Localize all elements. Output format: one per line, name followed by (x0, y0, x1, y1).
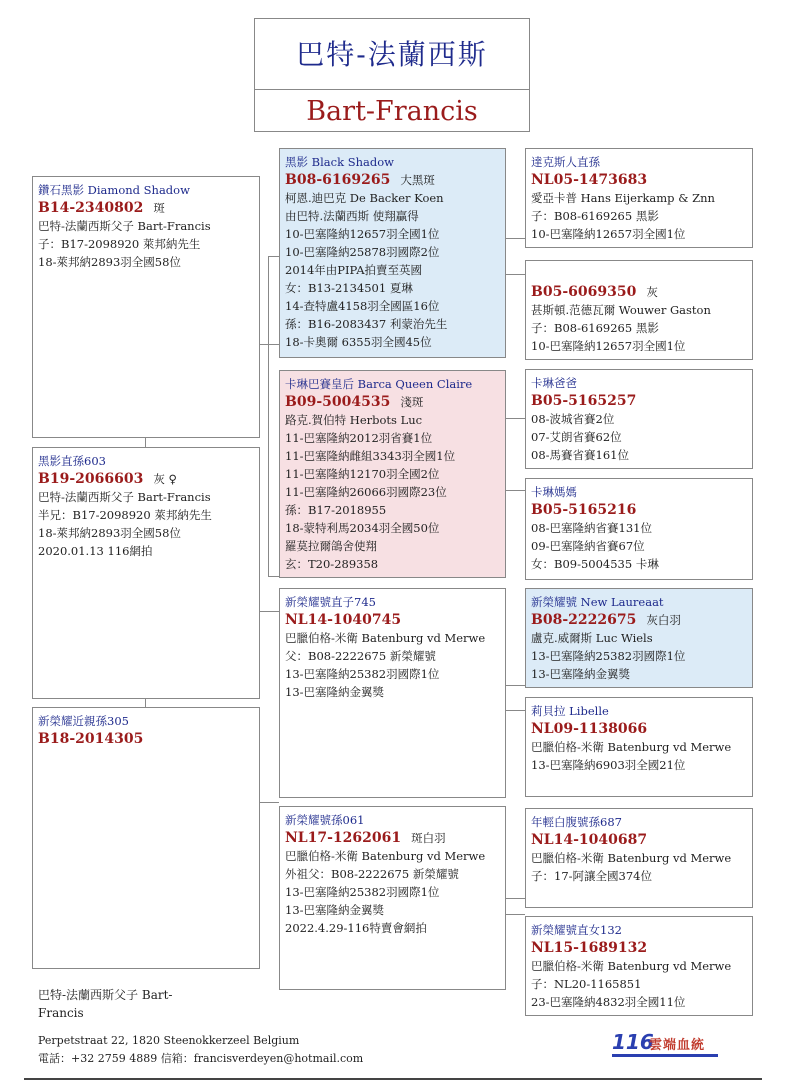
pedigree-card-dam-sire (525, 369, 753, 469)
info-line: 13-巴塞隆納金翼獎 (285, 685, 385, 699)
ring-number: B05-5165257 (531, 393, 637, 409)
ring-number: B05-6069350 灰 (531, 284, 658, 300)
info-line: 10-巴塞隆納12657羽全國1位 (531, 339, 686, 353)
info-line: 巴特-法蘭西斯父子 Bart-Francis (38, 490, 211, 504)
info-line: 08-波城省賽2位 (531, 412, 615, 426)
info-line: 女：B13-2134501 夏琳 (285, 281, 413, 295)
title-chinese: 巴特-法蘭西斯 (296, 38, 488, 71)
info-line: 玄：T20-289358 (285, 557, 379, 571)
ring-number: B05-5165216 (531, 502, 637, 518)
connector (505, 490, 525, 491)
pigeon-name: 新榮耀號 New Laureaat (531, 595, 664, 609)
ring-number: NL14-1040745 (285, 612, 402, 628)
logo-text: 雲端血統 (649, 1038, 706, 1053)
info-line: 10-巴塞隆納12657羽全國1位 (285, 227, 440, 241)
pedigree-card-dam-dam (525, 478, 753, 580)
pedigree-card-sibling-sire-dam (525, 697, 753, 797)
pedigree-card-subject (32, 176, 260, 438)
owner-line: Francis (38, 1006, 84, 1020)
owner-name (38, 986, 238, 1022)
pigeon-color: 灰 ♀ (153, 472, 177, 486)
info-line: 巴臘伯格-米衛 Batenburg vd Merwe (531, 740, 732, 754)
ring-number: B08-2222675 灰白羽 (531, 612, 681, 628)
info-line: 09-巴塞隆納省賽67位 (531, 539, 645, 553)
info-line: 13-巴塞隆納25382羽國際1位 (285, 667, 440, 681)
ring-number: B09-5004535 淺斑 (285, 394, 424, 410)
info-line: 11-巴塞隆納12170羽全國2位 (285, 467, 440, 481)
info-line: 子：NL20-1165851 (531, 977, 642, 991)
ring-number: NL09-1138066 (531, 721, 648, 737)
info-line: 子：B08-6169265 黑影 (531, 209, 659, 223)
pedigree-card-sibling (32, 447, 260, 699)
pigeon-name: 卡琳媽媽 (531, 485, 577, 499)
ring-number: NL14-1040687 (531, 832, 648, 848)
info-line: 23-巴塞隆納4832羽全國11位 (531, 995, 686, 1009)
title-english: Bart-Francis (306, 96, 478, 127)
info-line: 由巴特.法蘭西斯 使翔贏得 (285, 209, 419, 223)
owner-line: 巴特-法蘭西斯父子 Bart- (38, 988, 173, 1002)
info-line: 羅莫拉爾鴿舍使翔 (285, 539, 377, 553)
contact-info (38, 1032, 363, 1068)
logo-underline (612, 1054, 718, 1057)
info-line: 外祖父：B08-2222675 新榮耀號 (285, 867, 459, 881)
ring-number: B19-2066603 灰 ♀ (38, 471, 177, 487)
phone-email: 電話：+32 2759 4889 信箱：francisverdeyen@hotmail.com (38, 1052, 364, 1065)
info-line: 巴臘伯格-米衛 Batenburg vd Merwe (285, 631, 486, 645)
pigeon-name: 卡琳爸爸 (531, 376, 577, 390)
info-line: 07-艾朗省賽62位 (531, 430, 622, 444)
info-line: 愛亞卡普 Hans Eijerkamp & Znn (531, 191, 715, 205)
info-line: 10-巴塞隆納12657羽全國1位 (531, 227, 686, 241)
info-line: 巴臘伯格-米衛 Batenburg vd Merwe (531, 851, 732, 865)
connector (259, 344, 279, 345)
pedigree-card-grandchild (32, 707, 260, 969)
info-line: 08-巴塞隆納省賽131位 (531, 521, 652, 535)
title-divider (255, 89, 529, 90)
connector (145, 437, 146, 447)
info-line: 13-巴塞隆納25382羽國際1位 (285, 885, 440, 899)
info-line: 孫：B16-2083437 利蒙治先生 (285, 317, 448, 331)
info-line: 13-巴塞隆納金翼獎 (285, 903, 385, 917)
info-line: 甚斯頓.范德瓦爾 Wouwer Gaston (531, 303, 711, 317)
info-line: 13-巴塞隆納6903羽全國21位 (531, 758, 686, 772)
pigeon-name: 新榮耀號直子745 (285, 595, 376, 609)
info-line: 巴特-法蘭西斯父子 Bart-Francis (38, 219, 211, 233)
pigeon-name: 卡琳巴賽皇后 Barca Queen Claire (285, 377, 473, 391)
info-line: 13-巴塞隆納金翼獎 (531, 667, 631, 681)
pedigree-card-grandchild-dam (279, 806, 506, 990)
pedigree-card-grandchild-dam-dam (525, 916, 753, 1016)
pigeon-color: 斑白羽 (411, 831, 446, 845)
info-line: 2020.01.13 116網拍 (38, 544, 153, 558)
connector (505, 418, 525, 419)
connector (259, 802, 279, 803)
info-line: 14-查特盧4158羽全國區16位 (285, 299, 440, 313)
pigeon-name: 年輕白腹號孫687 (531, 815, 622, 829)
info-line: 18-蒙特利馬2034羽全國50位 (285, 521, 440, 535)
address: Perpetstraat 22, 1820 Steenokkerzeel Belgium (38, 1034, 300, 1047)
info-line: 18-卡奧爾 6355羽全國45位 (285, 335, 432, 349)
pigeon-name: 黑影直孫603 (38, 454, 106, 468)
info-line: 孫：B17-2018955 (285, 503, 387, 517)
info-line: 11-巴塞隆納2012羽省賽1位 (285, 431, 433, 445)
info-line: 巴臘伯格-米衛 Batenburg vd Merwe (285, 849, 486, 863)
info-line: 子：B17-2098920 萊邦納先生 (38, 237, 201, 251)
title-box (254, 18, 530, 132)
connector (505, 898, 525, 899)
info-line: 13-巴塞隆納25382羽國際1位 (531, 649, 686, 663)
info-line: 柯恩.迪巴克 De Backer Koen (285, 191, 444, 205)
ring-number: NL15-1689132 (531, 940, 648, 956)
info-line: 11-巴塞隆納雌組3343羽全國1位 (285, 449, 456, 463)
logo-116 (612, 1030, 722, 1060)
info-line: 18-萊邦納2893羽全國58位 (38, 526, 181, 540)
pigeon-name: 鑽石黑影 Diamond Shadow (38, 183, 190, 197)
info-line: 18-萊邦納2893羽全國58位 (38, 255, 181, 269)
pigeon-color: 灰 (646, 285, 658, 299)
ring-number: B18-2014305 (38, 731, 144, 747)
info-line: 子：B08-6169265 黑影 (531, 321, 659, 335)
info-line: 子：17-阿讓全國374位 (531, 869, 652, 883)
ring-number: B14-2340802 斑 (38, 200, 165, 216)
pedigree-card-sire (279, 148, 506, 358)
connector (268, 256, 269, 576)
connector (505, 238, 525, 239)
info-line: 巴臘伯格-米衛 Batenburg vd Merwe (531, 959, 732, 973)
connector (505, 274, 525, 275)
ring-number: NL17-1262061 斑白羽 (285, 830, 446, 846)
pedigree-card-sibling-sire (279, 588, 506, 798)
pedigree-card-dam (279, 370, 506, 578)
pedigree-card-grandchild-dam-sire (525, 808, 753, 908)
info-line: 路克.賀伯特 Herbots Luc (285, 413, 423, 427)
info-line: 2022.4.29-116特賣會網拍 (285, 921, 427, 935)
logo-number: 116 (612, 1030, 654, 1054)
connector (505, 914, 525, 915)
info-line: 盧克.威爾斯 Luc Wiels (531, 631, 653, 645)
pedigree-card-sire-dam (525, 260, 753, 360)
info-line: 半兄：B17-2098920 萊邦納先生 (38, 508, 212, 522)
pigeon-color: 斑 (153, 201, 165, 215)
pigeon-name: 新榮耀號直女132 (531, 923, 622, 937)
connector (505, 710, 525, 711)
connector (505, 685, 525, 686)
pigeon-color: 大黑斑 (400, 173, 435, 187)
pigeon-color: 灰白羽 (646, 613, 681, 627)
pigeon-name: 黑影 Black Shadow (285, 155, 394, 169)
ring-number: NL05-1473683 (531, 172, 648, 188)
info-line: 父：B08-2222675 新榮耀號 (285, 649, 436, 663)
info-line: 女：B09-5004535 卡琳 (531, 557, 659, 571)
info-line: 10-巴塞隆納25878羽國際2位 (285, 245, 440, 259)
bottom-rule (24, 1078, 762, 1080)
pigeon-color: 淺斑 (400, 395, 424, 409)
info-line: 2014年由PIPA拍賣至英國 (285, 263, 423, 277)
info-line: 08-馬賽省賽161位 (531, 448, 629, 462)
pigeon-name: 達克斯人直孫 (531, 155, 600, 169)
ring-number: B08-6169265 大黑斑 (285, 172, 435, 188)
connector (259, 611, 279, 612)
pedigree-card-sibling-sire-sire (525, 588, 753, 688)
pigeon-name: 新榮耀近親孫305 (38, 714, 129, 728)
pigeon-name: 新榮耀號孫061 (285, 813, 365, 827)
pigeon-name (531, 265, 747, 283)
pigeon-name: 莉貝拉 Libelle (531, 704, 609, 718)
info-line: 11-巴塞隆納26066羽國際23位 (285, 485, 447, 499)
pedigree-card-sire-sire (525, 148, 753, 248)
